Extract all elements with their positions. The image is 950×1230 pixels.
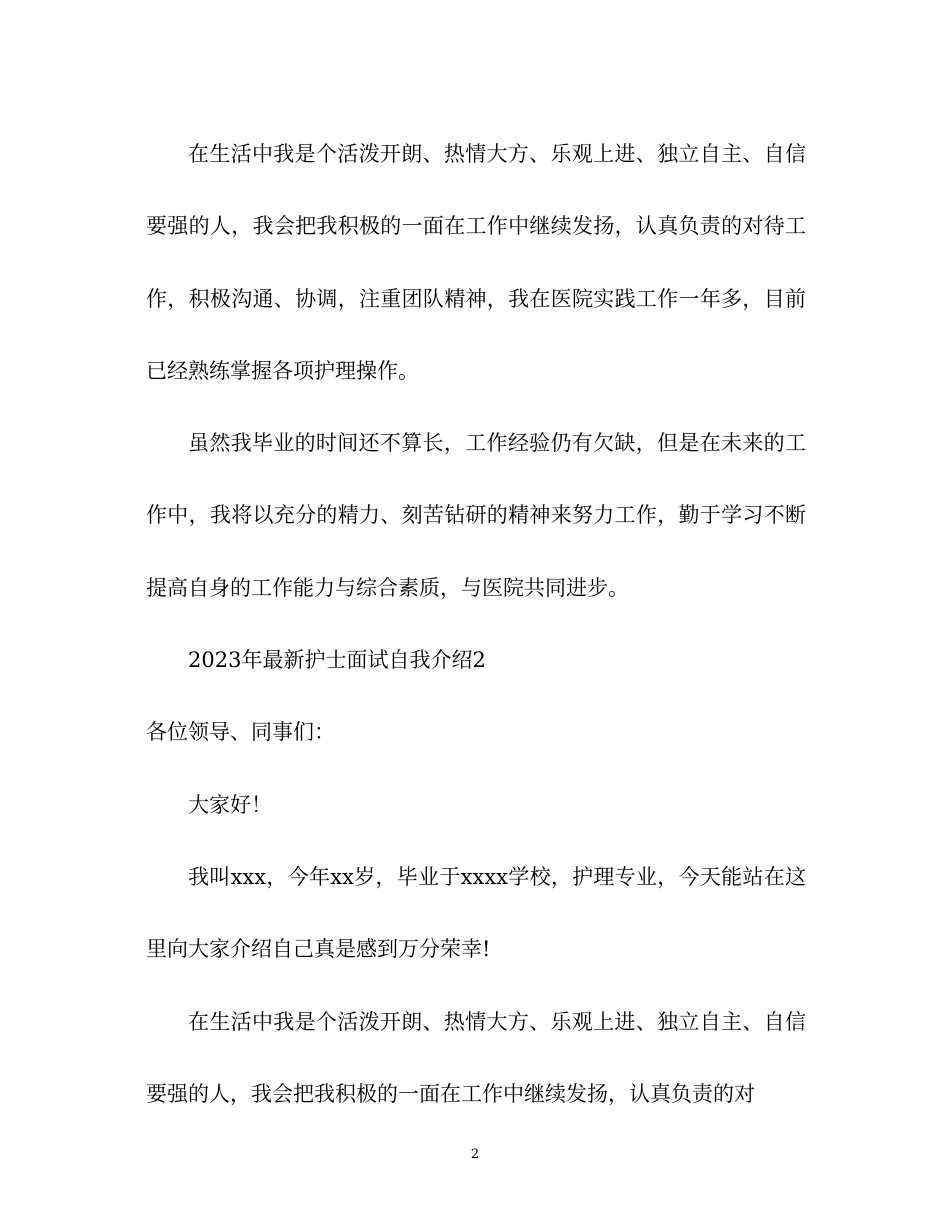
paragraph-future-work: 虽然我毕业的时间还不算长，工作经验仍有欠缺，但是在未来的工作中，我将以充分的精力、刻苦钻研的精神来努力工作，勤于学习不断提高自身的工作能力与综合素质，与医院共同进步。 bbox=[146, 431, 806, 600]
paragraph-self-intro: 我叫xxx，今年xx岁，毕业于xxxx学校，护理专业，今天能站在这里向大家介绍自己真是感到万分荣幸! bbox=[146, 864, 806, 962]
section-heading: 2023年最新护士面试自我介绍2 bbox=[188, 648, 486, 673]
paragraph-life-attitude: 在生活中我是个活泼开朗、热情大方、乐观上进、独立自主、自信要强的人，我会把我积极的一面在工作中继续发扬，认真负责的对待工作，积极沟通、协调，注重团队精神，我在医院实践工作一年多，目前已经熟练掌握各项护理操作。 bbox=[146, 142, 806, 383]
greeting: 大家好！ bbox=[188, 792, 272, 817]
paragraph-life-attitude-repeat: 在生活中我是个活泼开朗、热情大方、乐观上进、独立自主、自信要强的人，我会把我积极的一面在工作中继续发扬，认真负责的对 bbox=[146, 1009, 806, 1106]
salutation: 各位领导、同事们： bbox=[146, 720, 335, 745]
page-number: 2 bbox=[470, 1147, 480, 1162]
document-body bbox=[146, 118, 806, 1130]
